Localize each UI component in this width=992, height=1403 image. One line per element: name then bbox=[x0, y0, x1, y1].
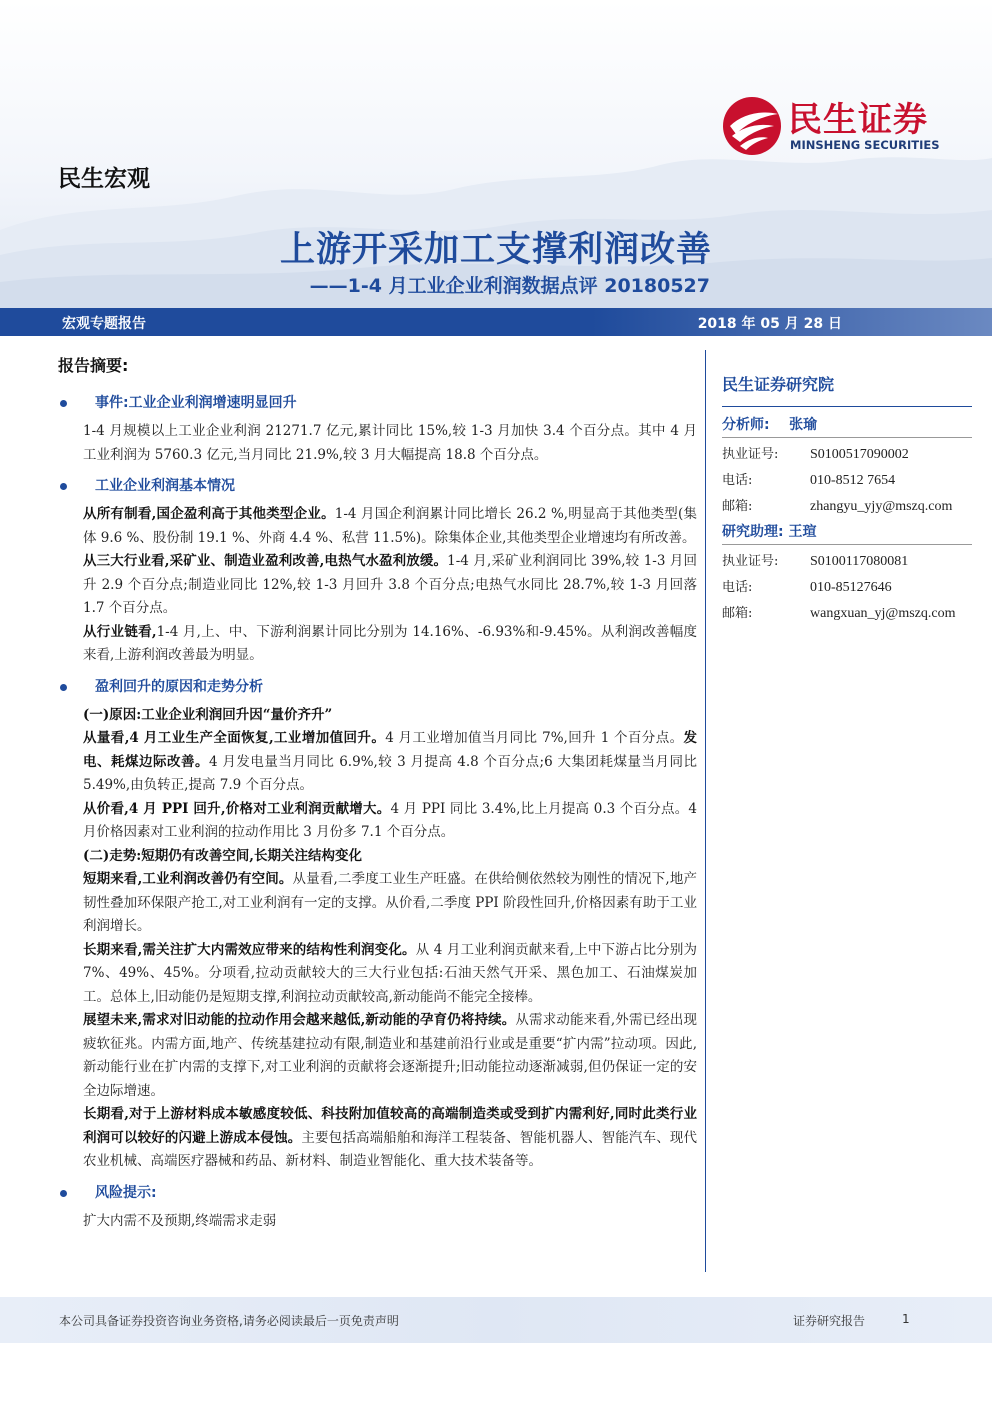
paragraph: 扩大内需不及预期,终端需求走弱 bbox=[83, 1212, 277, 1229]
label: 电话: bbox=[722, 580, 753, 595]
paragraph-text: 主要包括高端船舶和海洋工程装备、智能机器人、智能汽车、现代农业机械、高端医疗器械和药品、新材料、制造业智能化、重大技术装备等。 bbox=[83, 1129, 698, 1169]
paragraph: 1-4 月规模以上工业企业利润 21271.7 亿元,累计同比 15%,较 1-3 月加快 3.4 个百分点。其中 4 月工业利润为 5760.3 亿元,当月同比 21.9%,较 3 月大幅提高 18.8 个百分点。 bbox=[83, 423, 697, 463]
bullet-icon bbox=[60, 1190, 67, 1197]
value: 010-8512 7654 bbox=[810, 473, 896, 488]
paragraph-lead: 发电、耗煤边际改善。 bbox=[83, 730, 697, 770]
paragraph bbox=[83, 621, 697, 668]
page-footer bbox=[0, 1297, 992, 1343]
report-type-bar bbox=[0, 308, 992, 336]
paragraph-text: 1-4 月,上、中、下游利润累计同比分别为 14.16%、-6.93%和-9.45%。从利润改善幅度来看,上游利润改善最为明显。 bbox=[83, 623, 698, 663]
brand-logo bbox=[722, 92, 962, 158]
paragraph-lead: 从三大行业看,采矿业、制造业盈利改善,电热气水盈利放缓。 bbox=[83, 553, 448, 569]
page-number: 1 bbox=[902, 1312, 910, 1326]
paragraph-text: 从量看,二季度工业生产旺盛。在供给侧依然较为刚性的情况下,地产韧性叠加环保限产抢工,对工业利润有一定的支撑。从价看,二季度 PPI 阶段性回升,价格因素有助于工业利润增长。 bbox=[83, 871, 697, 934]
institute-name: 民生证券研究院 bbox=[722, 375, 835, 394]
report-subtitle-text: ——1-4 月工业企业利润数据点评 20180527 bbox=[309, 275, 710, 297]
paragraph-lead: 从量看,4 月工业生产全面恢复,工业增加值回升。 bbox=[83, 730, 386, 746]
paragraph-lead: 从价看,4 月 PPI 回升,价格对工业利润贡献增大。 bbox=[83, 800, 391, 817]
paragraph-text: 1-4 月,采矿业利润同比 39%,较 1-3 月回升 2.9 个百分点;制造业同比 12%,较 1-3 月回升 3.8 个百分点;电热气水同比 28.7%,较 1-3 月回落 1.7 个百分点。 bbox=[83, 553, 698, 616]
bullet-icon bbox=[60, 400, 67, 407]
divider bbox=[722, 406, 972, 407]
assistant-cert-row bbox=[722, 549, 972, 575]
analyst-label: 分析师: bbox=[722, 417, 770, 433]
email-link[interactable]: zhangyu_yjy@mszq.com bbox=[810, 499, 953, 514]
analyst-email-row bbox=[722, 494, 972, 520]
section-heading-text: 工业企业利润基本情况 bbox=[95, 478, 235, 494]
label: 电话: bbox=[722, 473, 753, 488]
paragraph bbox=[83, 1009, 697, 1103]
paragraph bbox=[83, 727, 697, 798]
section-analysis-heading bbox=[60, 674, 697, 700]
report-type: 宏观专题报告 bbox=[62, 316, 146, 332]
paragraph-lead: 从所有制看,国企盈利高于其他类型企业。 bbox=[83, 506, 335, 522]
assistant-label: 研究助理: bbox=[722, 524, 784, 540]
label: 邮箱: bbox=[722, 499, 753, 514]
assistant-heading bbox=[722, 520, 972, 545]
paragraph-lead: 短期来看,工业利润改善仍有空间。 bbox=[83, 871, 293, 887]
paragraph-text: 4 月 PPI 同比 3.4%,比上月提高 0.3 个百分点。4 月价格因素对工业利润的拉动作用比 3 月份多 7.1 个百分点。 bbox=[83, 800, 698, 840]
section-risk-heading bbox=[60, 1180, 697, 1206]
paragraph-text: 从 4 月工业利润贡献来看,上中下游占比分别为 7%、49%、45%。分项看,拉动贡献较大的三大行业包括:石油天然气开采、黑色加工、石油煤炭加工。总体上,旧动能仍是短期支撑,利润拉动贡献较高,新动能尚不能完全接棒。 bbox=[83, 941, 697, 1005]
assistant-phone-row bbox=[722, 575, 972, 601]
subsection-heading: (二)走势:短期仍有改善空间,长期关注结构变化 bbox=[83, 847, 362, 864]
paragraph-lead: 长期来看,需关注扩大内需效应带来的结构性利润变化。 bbox=[83, 941, 416, 958]
footer-report-type: 证券研究报告 bbox=[793, 1314, 866, 1328]
section-heading-text: 风险提示: bbox=[95, 1184, 157, 1201]
report-subtitle bbox=[0, 271, 960, 298]
value: S0100517090002 bbox=[810, 447, 909, 462]
paragraph-text: 4 月工业增加值当月同比 7%,回升 1 个百分点。 bbox=[385, 730, 684, 746]
paragraph-text: 从需求动能来看,外需已经出现疲软征兆。内需方面,地产、传统基建拉动有限,制造业和基建前沿行业或是重要“扩内需”拉动项。因此,新动能行业在扩内需的支撑下,对工业利润的贡献将会逐渐提升;旧动能拉动逐渐减弱,但仍保证一定的安全边际增速。 bbox=[83, 1012, 697, 1099]
section-basics-heading bbox=[60, 473, 697, 499]
report-date: 2018 年 05 月 28 日 bbox=[697, 316, 842, 332]
label: 邮箱: bbox=[722, 606, 753, 621]
subsection-heading: (一)原因:工业企业利润回升因“量价齐升” bbox=[83, 706, 333, 723]
analyst-cert-row bbox=[722, 442, 972, 468]
sidebar-authors bbox=[722, 372, 972, 627]
assistant-email-row bbox=[722, 601, 972, 627]
footer-disclaimer: 本公司具备证券投资咨询业务资格,请务必阅读最后一页免责声明 bbox=[59, 1314, 399, 1328]
brand-emblem-icon bbox=[722, 96, 782, 156]
report-title: 上游开采加工支撑利润改善 bbox=[279, 230, 712, 270]
brand-name-en: MINSHENG SECURITIES bbox=[790, 138, 940, 152]
value: S0100117080081 bbox=[810, 554, 909, 569]
value: 010-85127646 bbox=[810, 580, 892, 595]
abstract-heading: 报告摘要: bbox=[58, 356, 129, 375]
assistant-name: 王瑄 bbox=[788, 524, 817, 540]
brand-name-cn: 民生证券 bbox=[788, 100, 928, 140]
bullet-icon bbox=[60, 684, 67, 691]
series-label: 民生宏观 bbox=[58, 166, 150, 192]
paragraph-text: 1-4 月国企利润累计同比增长 26.2 %,明显高于其他类型(集体 9.6 %、股份制 19.1 %、外商 4.4 %、私营 11.5%)。除集体企业,其他类型企业增速均有所改善。 bbox=[83, 506, 697, 546]
paragraph-lead: 展望未来,需求对旧动能的拉动作用会越来越低,新动能的孕育仍将持续。 bbox=[83, 1012, 516, 1028]
analyst-heading bbox=[722, 413, 972, 438]
paragraph bbox=[83, 503, 697, 550]
section-heading-text: 事件:工业企业利润增速明显回升 bbox=[95, 395, 297, 411]
paragraph bbox=[83, 798, 697, 845]
column-divider bbox=[705, 350, 706, 1272]
analyst-name: 张瑜 bbox=[789, 417, 818, 433]
email-link[interactable]: wangxuan_yj@mszq.com bbox=[810, 606, 956, 621]
bullet-icon bbox=[60, 483, 67, 490]
paragraph bbox=[83, 1103, 697, 1174]
paragraph bbox=[83, 868, 697, 939]
label: 执业证号: bbox=[722, 554, 779, 569]
label: 执业证号: bbox=[722, 447, 779, 462]
paragraph-lead: 长期看,对于上游材料成本敏感度较低、科技附加值较高的高端制造类或受到扩内需利好,同时此类行业利润可以较好的闪避上游成本侵蚀。 bbox=[83, 1106, 697, 1146]
paragraph-text: 4 月发电量当月同比 6.9%,较 3 月提高 4.8 个百分点;6 大集团耗煤量当月同比 5.49%,由负转正,提高 7.9 个百分点。 bbox=[83, 753, 698, 793]
section-event-heading bbox=[60, 390, 697, 416]
section-heading-text: 盈利回升的原因和走势分析 bbox=[95, 678, 263, 695]
paragraph bbox=[83, 550, 697, 621]
main-column bbox=[83, 350, 697, 1233]
paragraph-lead: 从行业链看, bbox=[83, 623, 157, 640]
analyst-phone-row bbox=[722, 468, 972, 494]
paragraph bbox=[83, 939, 697, 1010]
